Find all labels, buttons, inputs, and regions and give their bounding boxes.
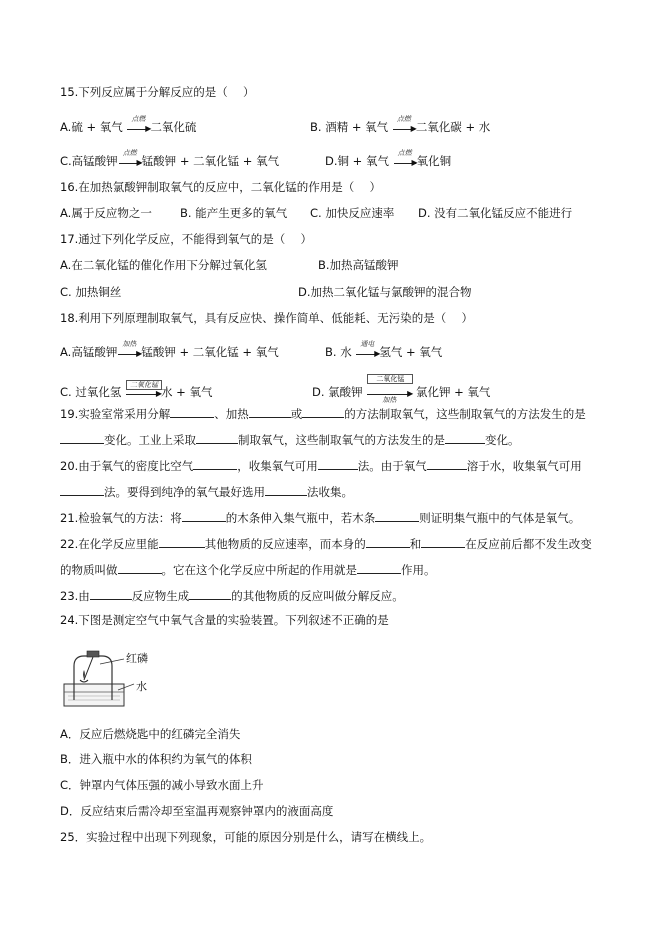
q23-text: 的其他物质的反应叫做分解反应。 [231, 589, 404, 603]
q16-option-b[interactable]: B. 能产生更多的氧气 [180, 206, 288, 220]
q20-line2 [60, 483, 353, 500]
reaction-arrow-icon: 通电 ▶ [356, 346, 378, 360]
q20-text: 法。由于氧气 [357, 459, 427, 473]
q22-text: 作用。 [401, 563, 436, 577]
q19-text: 变化。 [485, 433, 520, 447]
answer-blank[interactable] [60, 483, 104, 496]
arrow-condition: 点燃 [397, 148, 412, 157]
q22-line2 [60, 561, 436, 578]
answer-blank[interactable] [427, 457, 467, 470]
q16-option-c[interactable]: C. 加快反应速率 [310, 206, 395, 220]
q24-option-c[interactable]: C．钟罩内气体压强的减小导致水面上升 [60, 778, 264, 792]
answer-blank[interactable] [375, 509, 419, 522]
q19-line1 [60, 405, 586, 422]
q15-stem: 15.下列反应属于分解反应的是（ ） [60, 85, 255, 99]
answer-blank[interactable] [421, 535, 465, 548]
q16-option-a[interactable]: A.属于反应物之一 [60, 206, 152, 220]
q16-stem: 16.在加热氯酸钾制取氧气的反应中，二氧化锰的作用是（ ） [60, 180, 381, 194]
q25-stem: 25．实验过程中出现下列现象，可能的原因分别是什么，请写在横线上。 [60, 830, 432, 844]
q19-text: 、加热 [214, 407, 249, 421]
answer-blank[interactable] [118, 561, 162, 574]
option-pre: D. 氯酸钾 [312, 385, 363, 399]
answer-blank[interactable] [302, 405, 344, 418]
q17-option-b[interactable]: B.加热高锰酸钾 [318, 258, 399, 272]
q18-stem: 18.利用下列原理制取氧气，具有反应快、操作简单、低能耗、无污染的是（ ） [60, 311, 473, 325]
q20-text: ，收集氧气可用 [237, 459, 318, 473]
q24-option-d[interactable]: D．反应结束后需冷却至室温再观察钟罩内的液面高度 [60, 804, 334, 818]
reaction-arrow-icon: 二氧化锰 ▶ 加热 [367, 386, 411, 400]
bell-jar-apparatus-icon [60, 650, 170, 710]
reaction-arrow-icon: 二氧化锰 ▶ [126, 386, 160, 400]
reaction-arrow-icon: 点燃 ▶ [393, 121, 415, 135]
answer-blank[interactable] [90, 587, 132, 600]
answer-blank[interactable] [366, 535, 410, 548]
arrow-condition: 点燃 [122, 148, 137, 157]
option-pre: A.硫 + 氧气 [60, 120, 123, 134]
q21-text: 则证明集气瓶中的气体是氧气。 [419, 511, 581, 525]
option-post: 锰酸钾 + 二氧化锰 + 氧气 [141, 345, 279, 359]
q16-option-d[interactable]: D. 没有二氧化锰反应不能进行 [418, 206, 573, 220]
q24-stem: 24.下图是测定空气中氧气含量的实验装置。下列叙述不正确的是 [60, 613, 389, 627]
q17-stem: 17.通过下列化学反应，不能得到氧气的是（ ） [60, 232, 312, 246]
option-post: 锰酸钾 + 二氧化锰 + 氧气 [141, 154, 280, 168]
option-pre: C.高锰酸钾 [60, 154, 118, 168]
q22-text: 的物质叫做 [60, 563, 118, 577]
arrow-condition: 点燃 [131, 114, 146, 123]
answer-blank[interactable] [182, 509, 226, 522]
q20-line1 [60, 457, 582, 474]
q22-text: 22.在化学反应里能 [60, 537, 159, 551]
arrow-condition: 加热 [122, 339, 137, 348]
q19-text: 或 [290, 407, 303, 421]
q23-line [60, 587, 404, 604]
option-post: 二氧化碳 + 水 [415, 120, 491, 134]
q19-text: 的方法制取氧气，这些制取氧气的方法发生的是 [344, 407, 586, 421]
arrow-condition-top: 二氧化锰 [367, 374, 413, 384]
answer-blank[interactable] [193, 457, 237, 470]
q21-line [60, 509, 580, 526]
figure-label-red-phosphorus: 红磷 [126, 652, 148, 665]
option-post: 氯化钾 + 氧气 [415, 385, 491, 399]
answer-blank[interactable] [265, 483, 307, 496]
answer-blank[interactable] [357, 561, 401, 574]
answer-blank[interactable] [249, 405, 291, 418]
answer-blank[interactable] [159, 535, 205, 548]
q19-text: 变化。工业上采取 [104, 433, 196, 447]
reaction-arrow-icon: 点燃 ▶ [127, 121, 149, 135]
q22-line1 [60, 535, 592, 552]
q21-text: 21.检验氧气的方法：将 [60, 511, 182, 525]
q19-text: 制取氧气，这些制取氧气的方法发生的是 [238, 433, 445, 447]
q19-line2 [60, 431, 520, 448]
answer-blank[interactable] [445, 431, 485, 444]
q20-text: 溶于水，收集氧气可用 [466, 459, 582, 473]
q15-option-a[interactable] [60, 114, 197, 135]
option-post: 水 + 氧气 [161, 385, 213, 399]
q18-option-c[interactable] [60, 380, 213, 400]
arrow-condition: 点燃 [396, 114, 411, 123]
q24-option-b[interactable]: B．进入瓶中水的体积约为氧气的体积 [60, 752, 252, 766]
q23-text: 23.由 [60, 589, 90, 603]
q15-option-d[interactable] [325, 148, 452, 169]
q17-option-c[interactable]: C. 加热铜丝 [60, 285, 122, 299]
option-pre: C. 过氧化氢 [60, 385, 122, 399]
q22-text: 其他物质的反应速率，而本身的 [204, 537, 366, 551]
q22-text: 和 [409, 537, 422, 551]
option-post: 氧化铜 [416, 154, 452, 168]
option-post: 氢气 + 氧气 [379, 345, 443, 359]
answer-blank[interactable] [196, 431, 238, 444]
q18-option-a[interactable] [60, 339, 279, 360]
reaction-arrow-icon: 加热 ▶ [118, 346, 140, 360]
q18-option-d[interactable] [312, 374, 491, 404]
q22-text: 。它在这个化学反应中所起的作用就是 [161, 563, 357, 577]
q20-text: 20.由于氧气的密度比空气 [60, 459, 194, 473]
q20-text: 法。要得到纯净的氧气最好选用 [104, 485, 265, 499]
q24-option-a[interactable]: A．反应后燃烧匙中的红磷完全消失 [60, 727, 241, 741]
q15-option-c[interactable] [60, 148, 280, 169]
option-pre: B. 水 [325, 345, 352, 359]
reaction-arrow-icon: 点燃 ▶ [394, 155, 416, 169]
q17-option-a[interactable]: A.在二氧化锰的催化作用下分解过氧化氢 [60, 258, 267, 272]
answer-blank[interactable] [60, 431, 104, 444]
answer-blank[interactable] [170, 405, 214, 418]
apparatus-figure [60, 650, 170, 710]
arrow-condition: 通电 [360, 339, 375, 348]
option-pre: D.铜 + 氧气 [325, 154, 389, 168]
option-post: 二氧化硫 [150, 120, 197, 134]
option-pre: B. 酒精 + 氧气 [310, 120, 389, 134]
q17-option-d[interactable]: D.加热二氧化锰与氯酸钾的混合物 [298, 285, 472, 299]
answer-blank[interactable] [189, 587, 231, 600]
q15-option-b[interactable] [310, 114, 491, 135]
q20-text: 法收集。 [307, 485, 353, 499]
q18-option-b[interactable] [325, 339, 443, 360]
arrow-condition: 二氧化锰 [126, 380, 162, 390]
reaction-arrow-icon: 点燃 ▶ [119, 155, 141, 169]
q23-text: 反应物生成 [131, 589, 190, 603]
q19-text: 19.实验室常采用分解 [60, 407, 171, 421]
figure-label-water: 水 [136, 680, 147, 693]
arrow-condition-bottom: 加热 [382, 395, 397, 404]
option-pre: A.高锰酸钾 [60, 345, 118, 359]
q21-text: 的木条伸入集气瓶中，若木条 [225, 511, 376, 525]
q22-text: 在反应前后都不发生改变 [465, 537, 592, 551]
answer-blank[interactable] [318, 457, 358, 470]
